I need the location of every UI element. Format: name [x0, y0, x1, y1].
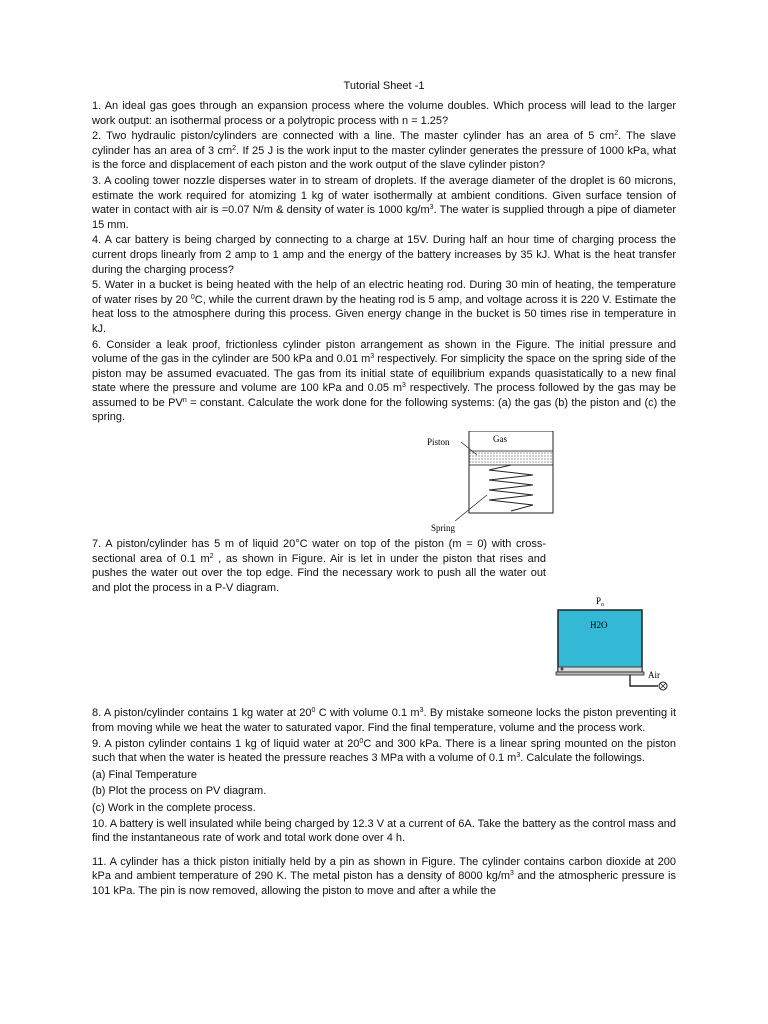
spring-coil: [489, 465, 533, 511]
question-3: 3. A cooling tower nozzle disperses water in to stream of droplets. If the average diameter of the droplet is 60 microns, estimate the work required for atomizing 1 kg of water isothermally at ambient conditions. Given surface tension of water in contact with air is =0.07 N/m & density of water is 1000 $kg/m^3$. The water is supplied through a pipe of diameter 15 mm.: [92, 174, 676, 231]
piston-label: Piston: [427, 437, 450, 448]
cylinder-base: [556, 672, 644, 675]
water-cylinder-diagram: [550, 596, 676, 698]
question-7: 7. A piston/cylinder has 5 m of liquid 20°C water on top of the piston (m = 0) with cross-sectional area of 0.1 $m^2$ , as shown in Figure. Air is let in under the piston that rises and pushes the water out over the top edge. Find the necessary work to push all the water out and plot the process in a P-V diagram.: [92, 538, 546, 594]
question-9-part-a: (a) Final Temperature: [92, 768, 197, 781]
question-9-part-b: (b) Plot the process on PV diagram.: [92, 785, 267, 798]
water-cylinder-figure: [92, 596, 676, 698]
question-2: 2. Two hydraulic piston/cylinders are connected with a line. The master cylinder has an area of 5 $cm^2$. The slave cylinder has an area of 3 $cm^2$. If 25 J is the work input to the master cylinder generates the pressure of 1000 kPa, what is the force and displacement of each piston and the work output of the slave cylinder piston?: [92, 130, 677, 172]
gas-label: Gas: [493, 434, 507, 445]
question-9: 9. A piston cylinder contains 1 kg of liquid water at $20^0C$ and 300 kPa. There is a linear spring mounted on the piston such that when the water is heated the pressure reaches 3 MPa with a volume of 0.1 $m^3$. Calculate the followings.: [92, 737, 677, 765]
piston-spring-diagram: [427, 431, 557, 533]
question-6: 6. Consider a leak proof, frictionless cylinder piston arrangement as shown in the Figure. The initial pressure and volume of the gas in the cylinder are 500 kPa and 0.01 $m^3$ respectively. For simplicity the space on the spring side of the piston may be assumed evacuated. The gas from its initial state of equilibrium expands quasistatically to a new final state where the pressure and volume are 100 kPa and 0.05 $m^3$ respectively. The process followed by the gas may be assumed to be $PV^n$ = constant. Calculate the work done for the following systems: (a) the gas (b) the piston and (c) the spring.: [92, 338, 676, 424]
spacer: [92, 847, 676, 855]
air-label: Air: [648, 670, 660, 681]
piston: [558, 667, 642, 672]
water-label: H2O: [590, 620, 608, 631]
piston: [469, 451, 553, 465]
question-1: 1. An ideal gas goes through an expansion process where the volume doubles. Which process will lead to the larger work output: an isothermal process or a polytropic process with n = 1.25?: [92, 100, 676, 127]
question-9-part-c: (c) Work in the complete process.: [92, 802, 256, 814]
question-10: 10. A battery is well insulated while being charged by 12.3 V at a current of 6A. Take the battery as the control mass and find the instantaneous rate of work and total work done over 4 h.: [92, 817, 676, 845]
question-4: 4. A car battery is being charged by connecting to a charge at 15V. During half an hour time of charging process the current drops linearly from 2 amp to 1 amp and the energy of the battery increases by 35 kJ. What is the heat transfer during the charging process?: [92, 234, 676, 276]
document-page: [92, 80, 676, 900]
stop-pin: [561, 668, 564, 671]
piston-spring-figure: [92, 431, 676, 533]
sheet-title: Tutorial Sheet -1: [343, 80, 425, 92]
question-5: 5. Water in a bucket is being heated with the help of an electric heating rod. During 30 min of heating, the temperature of water rises by 20 $^0$C, while the current drawn by the heating rod is 5 amp, and voltage across it is 220 V. Estimate the heat loss to the atmosphere during this process. Given energy change in the bucket is 50 times rise in temperature in kJ.: [92, 279, 677, 335]
question-11: 11. A cylinder has a thick piston initially held by a pin as shown in Figure. The cylinder contains carbon dioxide at 200 kPa and ambient temperature of 290 K. The metal piston has a density of 8000 $kg/m^3$ and the atmospheric pressure is 101 kPa. The pin is now removed, allowing the piston to move and after a while the: [92, 855, 676, 897]
spring-label: Spring: [431, 523, 456, 534]
spring-leader-line: [455, 495, 487, 521]
atmospheric-pressure-label: $P_o$: [596, 596, 605, 609]
question-8: 8. A piston/cylinder contains 1 kg water at $20^0$ C with volume 0.1 $m^3$. By mistake someone locks the piston preventing it from moving while we heat the water to saturated vapor. Find the final temperature, volume and the process work.: [92, 707, 676, 735]
